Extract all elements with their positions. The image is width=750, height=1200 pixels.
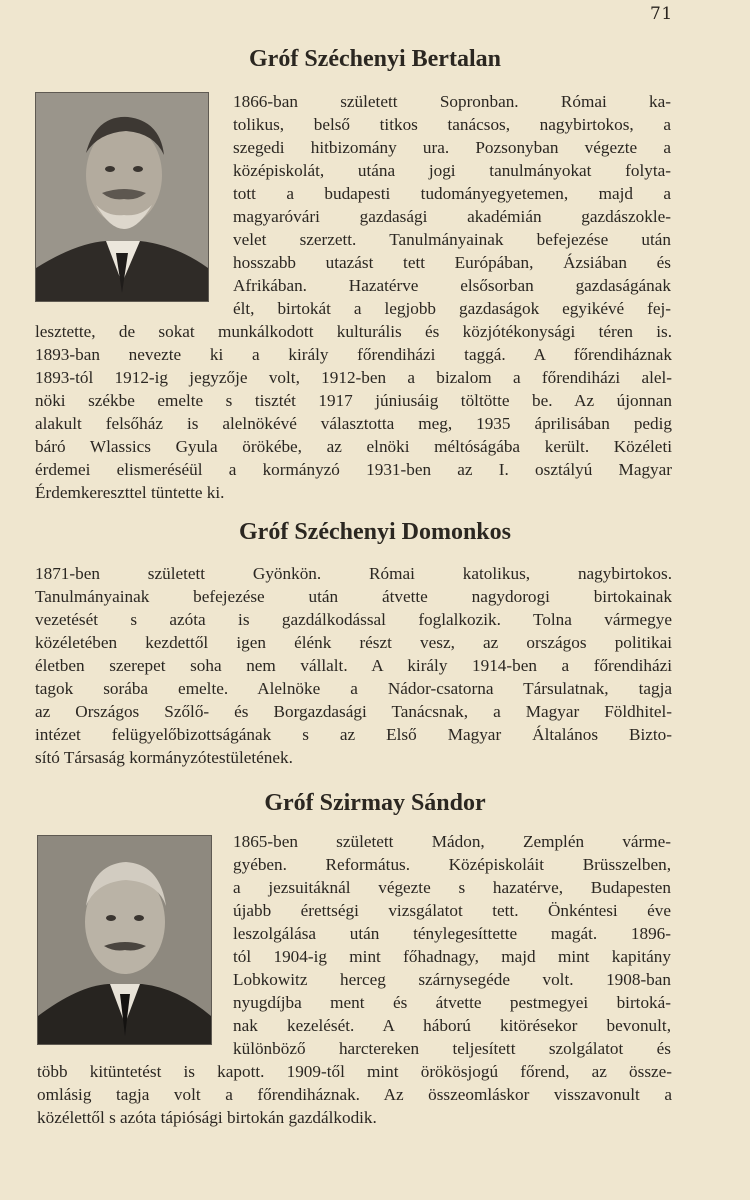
text-line: tolikus, belső titkos tanácsos, nagybirtokos, a [233,115,671,134]
text-line: életben szerepet soha nem vállalt. A király 1914-ben a főrendiházi [35,656,672,675]
text-line: tól 1904-ig mint főhadnagy, majd mint kapitány [233,947,671,966]
text-line: vezetését s azóta is gazdálkodással foglalkozik. Tolna vármegye [35,610,672,629]
text-line: 1865-ben született Mádon, Zemplén várme- [233,832,671,851]
text-line: alakult felsőház is alelnökévé választotta meg, 1935 áprilisában pedig [35,414,672,433]
text-line: az Országos Szőlő- és Borgazdasági Tanácsnak, a Magyar Földhitel- [35,702,672,721]
text-line: velet szerzett. Tanulmányainak befejezése után [233,230,671,249]
page-number: 71 [650,4,673,24]
entry-body-szirmay-sandor-wrapped [233,830,671,1060]
portrait-photo-szechenyi-bertalan [35,92,209,302]
text-line: sító Társaság kormányzótestületének. [35,748,293,767]
text-line: lesztette, de sokat munkálkodott kulturális és közjótékonysági téren is. [35,322,672,341]
text-line: Lobkowitz herceg szárnysegéde volt. 1908-ban [233,970,671,989]
text-line: nak kezelését. A háború kitörésekor bevonult, [233,1016,671,1035]
text-line: a jezsuitáknál végezte s hazatérve, Budapesten [233,878,671,897]
text-line: középiskolát, utána jogi tanulmányokat folyta- [233,161,671,180]
text-line: nöki székbe emelte s tisztét 1917 júniusáig töltötte be. Az újonnan [35,391,672,410]
text-line: több kitüntetést is kapott. 1909-től mint örökösjogú főrend, az össze- [37,1062,672,1081]
text-line: hosszabb utazást tett Európában, Ázsiában és [233,253,671,272]
text-line: 1893-tól 1912-ig jegyzője volt, 1912-ben a bizalom a főrendiházi alel- [35,368,672,387]
text-line: tagok sorába emelte. Alelnöke a Nádor-csatorna Társulatnak, tagja [35,679,672,698]
entry-body-szirmay-sandor-full [37,1060,672,1129]
text-line: 1893-ban nevezte ki a király főrendiházi taggá. A főrendiháznak [35,345,672,364]
text-line: közéletében kezdettől igen élénk részt vesz, az országos politikai [35,633,672,652]
text-line: magyaróvári gazdasági akadémián gazdászokle- [233,207,671,226]
entry-body-szechenyi-domonkos [35,562,672,769]
text-line: élt, birtokát a legjobb gazdaságok egyikévé fej- [233,299,671,318]
entry-body-szechenyi-bertalan-full [35,320,672,504]
text-line: 1871-ben született Gyönkön. Római katolikus, nagybirtokos. [35,564,672,583]
text-line: intézet felügyelőbizottságának s az Első Magyar Általános Bizto- [35,725,672,744]
text-line: Tanulmányainak befejezése után átvette nagydorogi birtokainak [35,587,672,606]
text-line: nyugdíjba ment és átvette pestmegyei birtoká- [233,993,671,1012]
text-line: leszolgálása után ténylegesíttette magát. 1896- [233,924,671,943]
entry-title-szirmay-sandor: Gróf Szirmay Sándor [264,790,486,816]
text-line: báró Wlassics Gyula örökébe, az elnöki méltóságába került. Közéleti [35,437,672,456]
text-line: Érdemkereszttel tüntette ki. [35,483,225,502]
text-line: közélettől s azóta tápiósági birtokán gazdálkodik. [37,1108,377,1127]
text-line: tott a budapesti tudományegyetemen, majd a [233,184,671,203]
text-line: omlásig tagja volt a főrendiháznak. Az összeomláskor visszavonult a [37,1085,672,1104]
text-line: gyében. Református. Középiskoláit Brüsszelben, [233,855,671,874]
text-line: újabb érettségi vizsgálatot tett. Önkéntesi éve [233,901,671,920]
text-line: érdemei elismeréséül a kormányzó 1931-ben az I. osztályú Magyar [35,460,672,479]
entry-title-szechenyi-bertalan: Gróf Széchenyi Bertalan [249,46,501,72]
entry-title-szechenyi-domonkos: Gróf Széchenyi Domonkos [239,519,511,545]
text-line: szegedi hitbizomány ura. Pozsonyban végezte a [233,138,671,157]
portrait-photo-szirmay-sandor [37,835,212,1045]
text-line: 1866-ban született Sopronban. Római ka- [233,92,671,111]
entry-body-szechenyi-bertalan-wrapped [233,90,671,320]
text-line: Afrikában. Hazatérve elsősorban gazdaságának [233,276,671,295]
text-line: különböző harctereken teljesített szolgálatot és [233,1039,671,1058]
